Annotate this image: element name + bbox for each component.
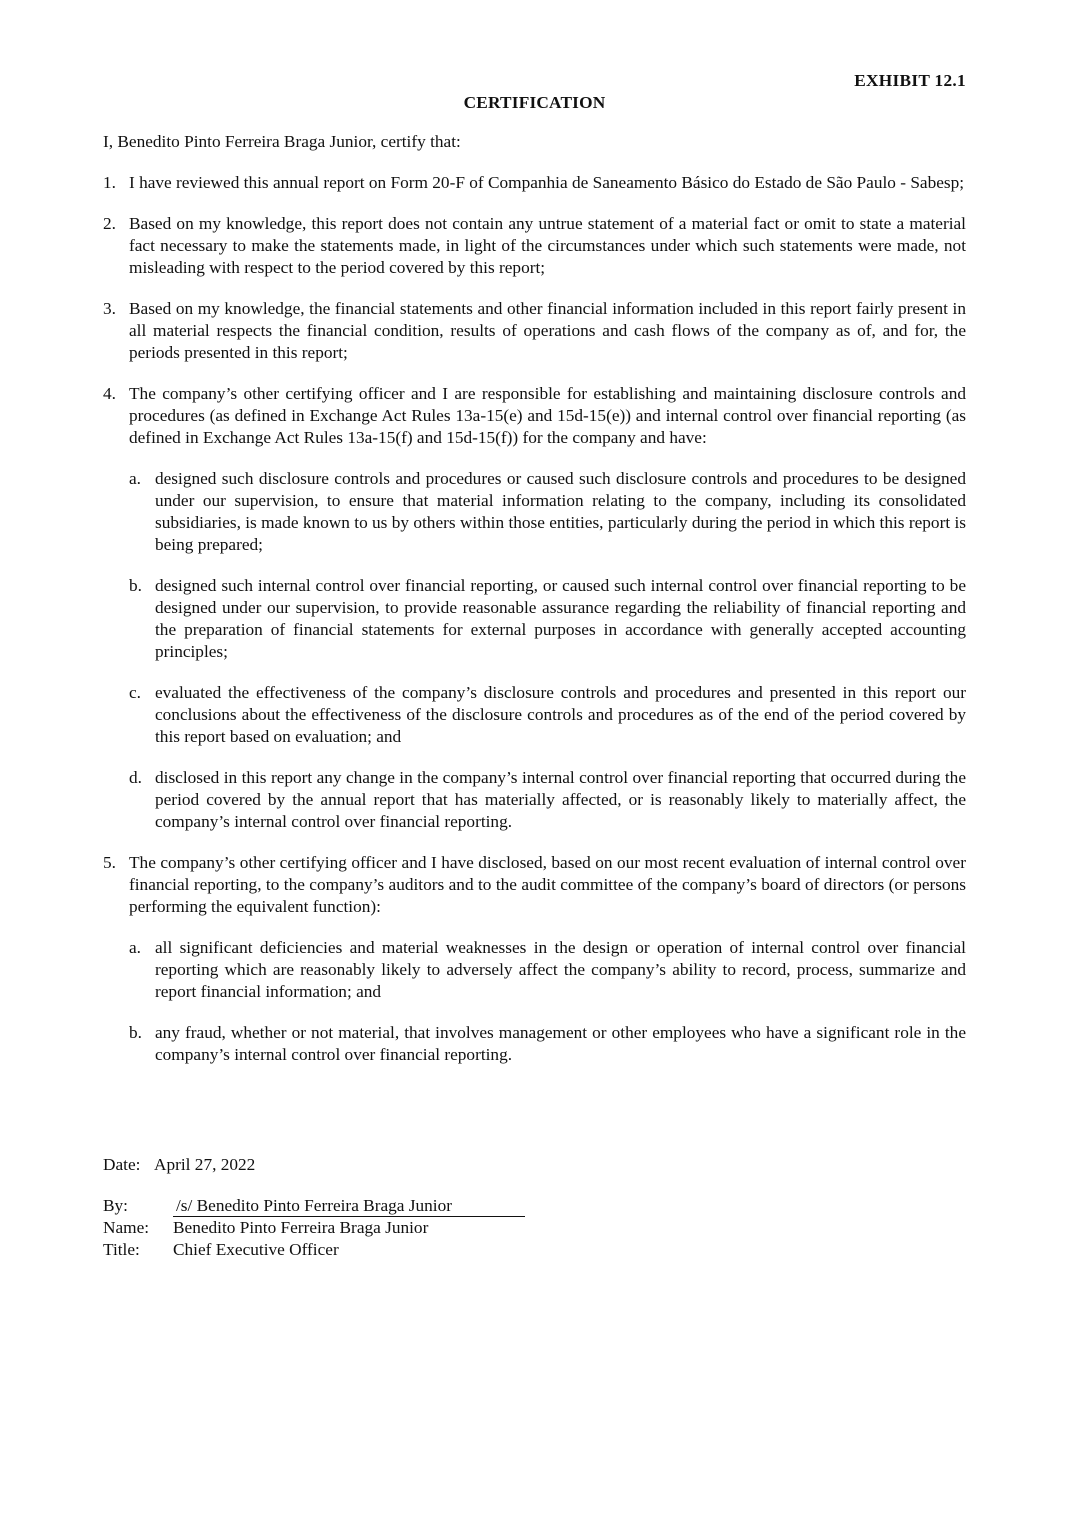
signature-block — [103, 1154, 703, 1261]
sub-item-text: evaluated the effectiveness of the company’s disclosure controls and procedures and presented in this report our conclusions about the effectiveness of the disclosure controls and procedures as of the end of the period covered by this report based on evaluation; and — [155, 683, 966, 746]
item-number: 4. — [103, 384, 116, 403]
signature-line: /s/ Benedito Pinto Ferreira Braga Junior — [173, 1196, 525, 1217]
name-value: Benedito Pinto Ferreira Braga Junior — [173, 1218, 429, 1237]
item-text: The company’s other certifying officer and I are responsible for establishing and maintaining disclosure controls and procedures (as defined in Exchange Act Rules 13a-15(e) and 15d-15(e)) and internal control over financial reporting (as defined in Exchange Act Rules 13a-15(f) and 15d-15(f)) for the company and have: — [129, 384, 966, 447]
sub-item-letter: b. — [129, 576, 142, 595]
title-row — [103, 1239, 703, 1261]
by-row — [103, 1195, 703, 1217]
name-label: Name: — [103, 1218, 150, 1237]
sub-item-text: all significant deficiencies and material weaknesses in the design or operation of internal control over financial reporting which are reasonably likely to adversely affect the company’s ability to record, process, summarize and report financial information; and — [155, 938, 966, 1001]
sub-item-letter: c. — [129, 683, 141, 702]
sub-list-item — [103, 937, 966, 1003]
sub-item-letter: b. — [129, 1023, 142, 1042]
item-number: 2. — [103, 214, 116, 233]
sub-item-text: disclosed in this report any change in the company’s internal control over financial reporting that occurred during the period covered by the annual report that has materially affected, or is reasonably likely to materially affect, the company’s internal control over financial reporting. — [155, 768, 966, 831]
item-text: I have reviewed this annual report on Form 20-F of Companhia de Saneamento Básico do Estado de São Paulo - Sabesp; — [129, 173, 965, 192]
title-label: Title: — [103, 1240, 140, 1259]
sub-item-letter: a. — [129, 938, 141, 957]
sub-list-item — [103, 682, 966, 748]
date-value: April 27, 2022 — [154, 1155, 256, 1174]
title-value: Chief Executive Officer — [173, 1240, 339, 1259]
sub-list-item — [103, 767, 966, 833]
item-number: 3. — [103, 299, 116, 318]
sub-list — [103, 937, 966, 1066]
sub-list-item — [103, 575, 966, 663]
sub-list — [103, 468, 966, 833]
date-row — [103, 1154, 703, 1176]
name-row — [103, 1217, 703, 1239]
item-number: 5. — [103, 853, 116, 872]
list-item — [103, 298, 966, 364]
page-title: CERTIFICATION — [463, 93, 606, 112]
intro-statement: I, Benedito Pinto Ferreira Braga Junior, certify that: — [103, 132, 461, 151]
item-text: Based on my knowledge, the financial statements and other financial information included in this report fairly present in all material respects the financial condition, results of operations and cash flows of the company as of, and for, the periods presented in this report; — [129, 299, 966, 362]
sub-list-item — [103, 1022, 966, 1066]
sub-item-letter: a. — [129, 469, 141, 488]
list-item — [103, 213, 966, 279]
exhibit-number: EXHIBIT 12.1 — [854, 71, 966, 90]
list-item — [103, 852, 966, 918]
sub-item-letter: d. — [129, 768, 142, 787]
by-label: By: — [103, 1196, 128, 1215]
sub-item-text: any fraud, whether or not material, that involves management or other employees who have a significant role in the company’s internal control over financial reporting. — [155, 1023, 966, 1064]
sub-item-text: designed such internal control over financial reporting, or caused such internal control over financial reporting to be designed under our supervision, to provide reasonable assurance regarding the reliability of financial reporting and the preparation of financial statements for external purposes in accordance with generally accepted accounting principles; — [155, 576, 966, 661]
list-item — [103, 383, 966, 449]
item-number: 1. — [103, 173, 116, 192]
list-item — [103, 172, 966, 194]
date-label: Date: — [103, 1155, 141, 1174]
item-text: The company’s other certifying officer and I have disclosed, based on our most recent evaluation of internal control over financial reporting, to the company’s auditors and to the audit committee of the company’s board of directors (or persons performing the equivalent function): — [129, 853, 966, 916]
sub-item-text: designed such disclosure controls and procedures or caused such disclosure controls and procedures to be designed under our supervision, to ensure that material information relating to the company, including its consolidated subsidiaries, is made known to us by others within those entities, particularly during the period in which this report is being prepared; — [155, 469, 966, 554]
sub-list-item — [103, 468, 966, 556]
item-text: Based on my knowledge, this report does not contain any untrue statement of a material fact or omit to state a material fact necessary to make the statements made, in light of the circumstances under which such statements were made, not misleading with respect to the period covered by this report; — [129, 214, 966, 277]
certification-body — [103, 131, 966, 1085]
